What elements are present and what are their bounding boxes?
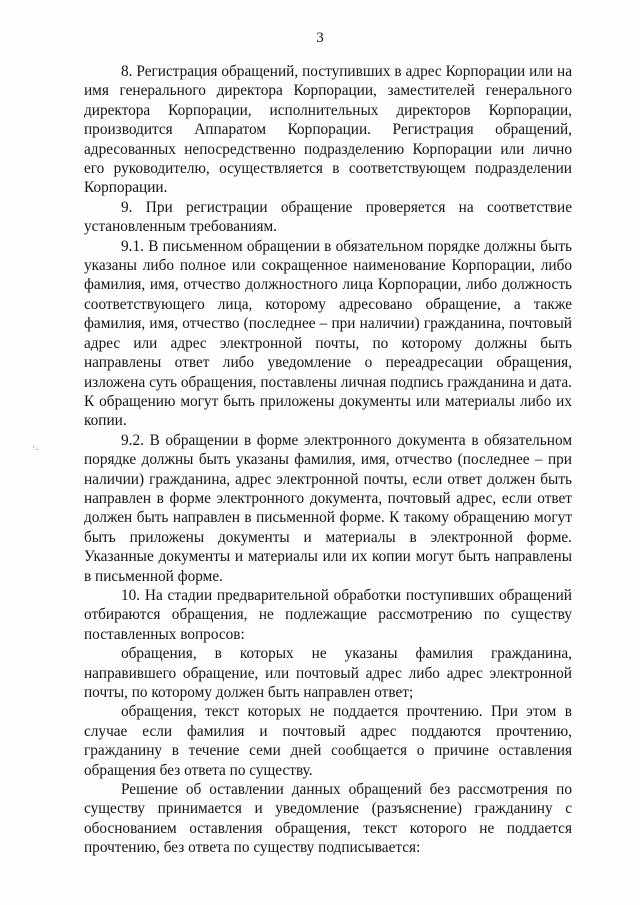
- paragraph-9-1: 9.1. В письменном обращении в обязательном порядке должны быть указаны либо полное или сокращенное наименование Корпорации, либо фамилия, имя, отчество должностного лица Корпорации, либо должность соответствующего лица, которому адресовано обращение, а также фамилия, имя, отчество (последнее – при наличии) гражданина, почтовый адрес или адрес электронной почты, по которому должны быть направлены ответ либо уведомление о переадресации обращения, изложена суть обращения, поставлены личная подпись гражданина и дата. К обращению могут быть приложены документы или материалы либо их копии.: [84, 237, 572, 430]
- paragraph-8: 8. Регистрация обращений, поступивших в адрес Корпорации или на имя генерального директора Корпорации, заместителей генерального директора Корпорации, исполнительных директоров Корпорации, производится Аппаратом Корпорации. Регистрация обращений, адресованных непосредственно подразделению Корпорации или лично его руководителю, осуществляется в соответствующем подразделении Корпорации.: [84, 63, 572, 197]
- page-number: 3: [316, 30, 324, 46]
- document-body: [84, 62, 572, 858]
- paragraph-10-item-2: обращения, текст которых не поддается прочтению. При этом в случае если фамилия и почтовый адрес поддаются прочтению, гражданину в течение семи дней сообщается о причине оставления обращения без ответа по существу.: [84, 703, 572, 779]
- paragraph-decision: Решение об оставлении данных обращений без рассмотрения по существу принимается и уведомление (разъяснение) гражданину с обоснованием оставления обращения, текст которого не поддается прочтению, без ответа по существу подписывается:: [84, 781, 572, 857]
- margin-mark: ·.: [32, 442, 40, 452]
- paragraph-10: 10. На стадии предварительной обработки поступивших обращений отбираются обращения, не подлежащие рассмотрению по существу поставленных вопросов:: [84, 586, 572, 643]
- paragraph-9-2: 9.2. В обращении в форме электронного документа в обязательном порядке должны быть указаны фамилия, имя, отчество (последнее – при наличии) гражданина, адрес электронной почты, если ответ должен быть направлен в форме электронного документа, почтовый адрес, если ответ должен быть направлен в письменной форме. К такому обращению могут быть приложены документы и материалы в электронной форме. Указанные документы и материалы или их копии могут быть направлены в письменной форме.: [84, 431, 572, 585]
- paragraph-10-item-1: обращения, в которых не указаны фамилия гражданина, направившего обращение, или почтовый адрес либо адрес электронной почты, по которому должен быть направлен ответ;: [84, 645, 572, 701]
- paragraph-9: 9. При регистрации обращение проверяется на соответствие установленным требованиям.: [84, 198, 572, 236]
